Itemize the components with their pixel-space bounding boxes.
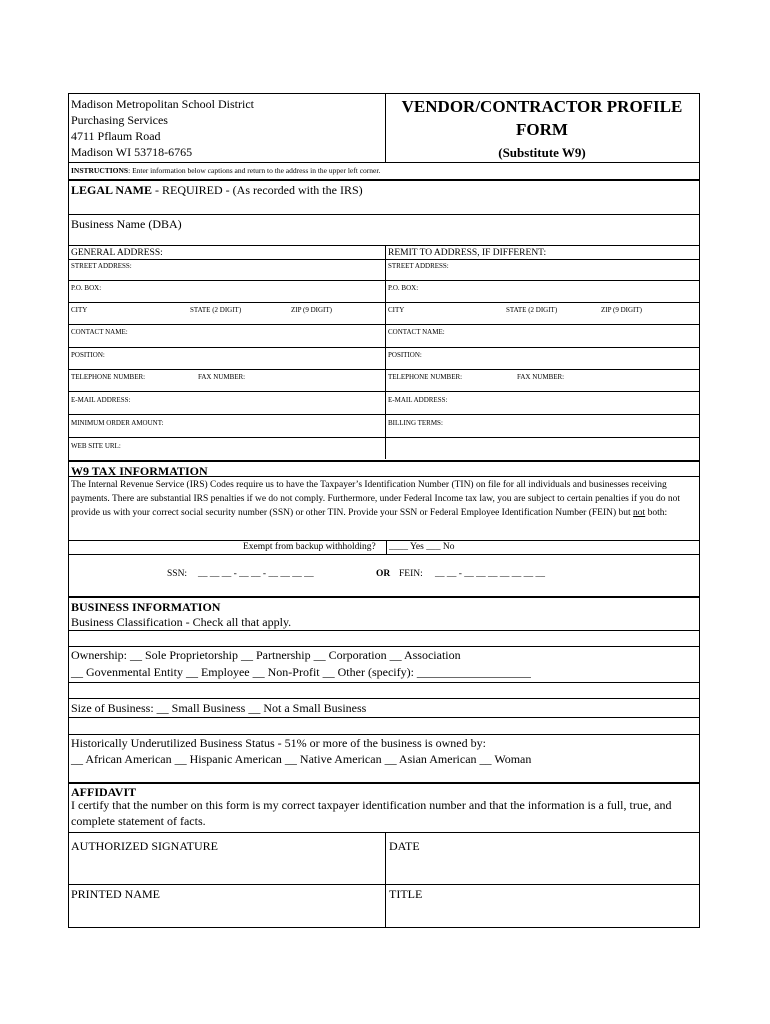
- remit-email-field[interactable]: [386, 406, 699, 414]
- remit-position-field[interactable]: [386, 361, 699, 369]
- title-label: TITLE: [389, 887, 423, 901]
- signature-field[interactable]: [69, 854, 385, 884]
- remit-address-header: REMIT TO ADDRESS, IF DIFFERENT:: [388, 248, 547, 258]
- dba-field[interactable]: [69, 230, 699, 245]
- dba-label: Business Name (DBA): [71, 217, 182, 231]
- remit-state-label: STATE (2 DIGIT): [506, 306, 558, 314]
- vendor-profile-form: [68, 93, 700, 928]
- divider: [386, 540, 387, 554]
- legal-name-title: LEGAL NAME: [71, 183, 153, 197]
- remit-contact-name-label: CONTACT NAME:: [388, 328, 445, 336]
- billing-terms-label: BILLING TERMS:: [388, 419, 443, 427]
- remit-street-address-field[interactable]: [386, 272, 699, 280]
- telephone-label: TELEPHONE NUMBER:: [71, 373, 146, 381]
- form-title-line-2: FORM: [516, 120, 568, 139]
- divider: [69, 214, 699, 215]
- form-subtitle: (Substitute W9): [498, 145, 586, 160]
- business-classification: Business Classification - Check all that apply.: [71, 615, 292, 629]
- date-label: DATE: [389, 839, 420, 853]
- divider: [69, 179, 699, 181]
- ssn-field[interactable]: __ __ __ - __ __ - __ __ __ __: [198, 569, 314, 579]
- divider: [69, 245, 699, 246]
- address-line-2: Purchasing Services: [71, 113, 168, 127]
- instructions-text: : Enter information below captions and return to the address in the upper left corner.: [128, 166, 381, 175]
- divider: [69, 324, 699, 325]
- remit-position-label: POSITION:: [388, 351, 422, 359]
- contact-name-label: CONTACT NAME:: [71, 328, 128, 336]
- city-label: CITY: [71, 306, 88, 314]
- divider: [69, 259, 699, 260]
- remit-telephone-label: TELEPHONE NUMBER:: [388, 373, 463, 381]
- divider: [69, 369, 699, 370]
- email-label: E-MAIL ADDRESS:: [71, 396, 131, 404]
- state-label: STATE (2 DIGIT): [190, 306, 242, 314]
- divider: [69, 698, 699, 699]
- address-line-3: 4711 Pflaum Road: [71, 129, 161, 143]
- contact-name-field[interactable]: [69, 338, 385, 347]
- general-address-header: GENERAL ADDRESS:: [71, 248, 163, 258]
- legal-name-note: - REQUIRED - (As recorded with the IRS): [152, 183, 363, 197]
- fax-label: FAX NUMBER:: [198, 373, 246, 381]
- po-box-field[interactable]: [69, 294, 385, 302]
- remit-contact-name-field[interactable]: [386, 338, 699, 347]
- affidavit-text: I certify that the number on this form is my correct taxpayer identification number and that the information is a full, true, and complete statement of facts.: [71, 798, 672, 828]
- fein-field[interactable]: __ __ - __ __ __ __ __ __ __: [435, 569, 546, 579]
- ssn-or-fein: OR: [376, 569, 391, 579]
- remit-zip-label: ZIP (9 DIGIT): [601, 306, 642, 314]
- hub-status-options[interactable]: __ African American __ Hispanic American __ Native American __ Asian American __ Woman: [71, 752, 532, 766]
- hub-status-label: Historically Underutilized Business Status - 51% or more of the business is owned by:: [71, 736, 486, 750]
- exempt-options[interactable]: ____ Yes ___ No: [389, 542, 455, 552]
- divider: [69, 476, 699, 477]
- printed-name-label: PRINTED NAME: [71, 887, 160, 901]
- divider: [69, 717, 699, 718]
- divider: [69, 734, 699, 735]
- remit-telephone-fax-field[interactable]: [386, 383, 699, 391]
- remit-email-label: E-MAIL ADDRESS:: [388, 396, 448, 404]
- divider: [69, 782, 699, 784]
- ownership-options-2[interactable]: __ Govenmental Entity __ Employee __ Non-Profit __ Other (specify): ___________________: [71, 665, 531, 679]
- street-address-label: STREET ADDRESS:: [71, 262, 132, 270]
- w9-text-end: both:: [645, 508, 668, 518]
- remit-city-label: CITY: [388, 306, 405, 314]
- telephone-fax-field[interactable]: [69, 383, 385, 391]
- address-line-1: Madison Metropolitan School District: [71, 97, 254, 111]
- divider: [69, 554, 699, 555]
- divider: [69, 302, 699, 303]
- signature-label: AUTHORIZED SIGNATURE: [71, 839, 218, 853]
- ownership-options-1[interactable]: Ownership: __ Sole Proprietorship __ Partnership __ Corporation __ Association: [71, 648, 461, 662]
- po-box-label: P.O. BOX:: [71, 284, 102, 292]
- divider: [69, 280, 699, 281]
- website-label: WEB SITE URL:: [71, 442, 121, 450]
- minimum-order-field[interactable]: [69, 429, 385, 437]
- position-label: POSITION:: [71, 351, 105, 359]
- exempt-question: Exempt from backup withholding?: [243, 542, 376, 552]
- remit-po-box-field[interactable]: [386, 294, 699, 302]
- printed-name-field[interactable]: [69, 902, 385, 927]
- fein-label: FEIN:: [399, 569, 423, 579]
- zip-label: ZIP (9 DIGIT): [291, 306, 332, 314]
- street-address-field[interactable]: [69, 272, 385, 280]
- w9-title: W9 TAX INFORMATION: [71, 464, 208, 478]
- w9-paragraph: [71, 478, 691, 520]
- divider: [69, 646, 699, 647]
- divider: [69, 832, 699, 833]
- business-size-options[interactable]: Size of Business: __ Small Business __ Not a Small Business: [71, 701, 367, 715]
- divider: [69, 884, 699, 885]
- divider: [69, 414, 699, 415]
- billing-terms-field[interactable]: [386, 429, 699, 437]
- remit-fax-label: FAX NUMBER:: [517, 373, 565, 381]
- remit-city-state-zip-field[interactable]: [386, 316, 699, 324]
- position-field[interactable]: [69, 361, 385, 369]
- w9-text: The Internal Revenue Service (IRS) Codes require us to have the Taxpayer’s Identification Number (TIN) on file for all individuals and businesses receiving payments. There are substantial IRS penalties if we do not comply. Furthermore, under Federal Income tax law, you are subject to certain penalties if you do not provide us with your correct social security number (SSN) or other TIN. Provide your SSN or Federal Employee Identification Number (FEIN) but: [71, 480, 681, 518]
- divider: [69, 162, 699, 163]
- ssn-label: SSN:: [167, 569, 188, 579]
- instructions-label: INSTRUCTIONS: [71, 166, 129, 175]
- remit-street-address-label: STREET ADDRESS:: [388, 262, 449, 270]
- legal-name-field[interactable]: [69, 194, 699, 214]
- city-state-zip-field[interactable]: [69, 316, 385, 324]
- date-field[interactable]: [386, 854, 699, 884]
- title-field[interactable]: [386, 902, 699, 927]
- business-title: BUSINESS INFORMATION: [71, 600, 221, 614]
- form-title-line-1: VENDOR/CONTRACTOR PROFILE: [401, 97, 683, 116]
- divider: [69, 437, 699, 438]
- address-line-4: Madison WI 53718-6765: [71, 145, 193, 159]
- divider: [69, 682, 699, 683]
- minimum-order-label: MINIMUM ORDER AMOUNT:: [71, 419, 164, 427]
- w9-text-not: not: [633, 508, 646, 518]
- divider: [69, 391, 699, 392]
- remit-po-box-label: P.O. BOX:: [388, 284, 419, 292]
- email-field[interactable]: [69, 406, 385, 414]
- divider: [69, 540, 699, 541]
- instructions: [71, 167, 380, 175]
- divider: [69, 347, 699, 348]
- divider: [69, 630, 699, 631]
- divider: [69, 596, 699, 598]
- divider: [69, 460, 699, 462]
- website-field[interactable]: [69, 451, 699, 459]
- affidavit-title: AFFIDAVIT: [71, 785, 137, 799]
